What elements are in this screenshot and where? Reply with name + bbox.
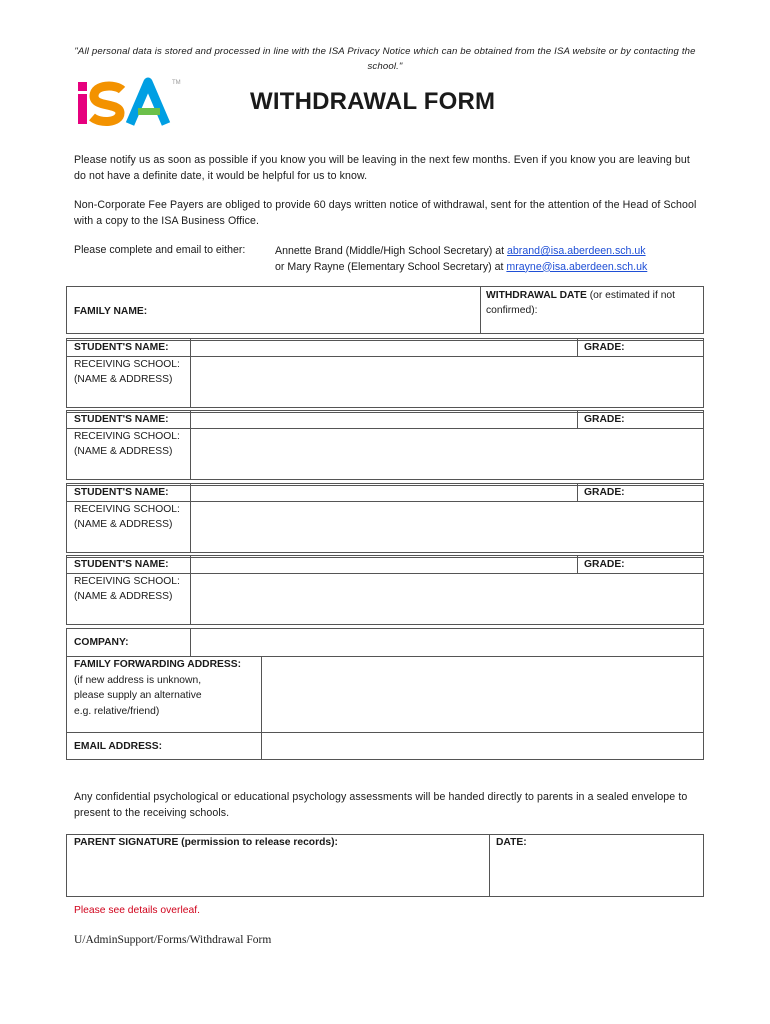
family-divider <box>480 286 481 334</box>
assessments-paragraph: Any confidential psychological or educational psychology assessments will be handed directly to parents in a sealed envelope to present to the receiving schools. <box>74 791 688 819</box>
forwarding-address-label <box>74 657 241 719</box>
receiving-school-label: RECEIVING SCHOOL: <box>74 504 180 515</box>
abrand-email-link[interactable]: abrand@isa.aberdeen.sch.uk <box>507 245 646 257</box>
receiving-school-sublabel: (NAME & ADDRESS) <box>74 374 173 385</box>
withdrawal-date-field[interactable] <box>486 318 700 332</box>
contact-line2-text: or Mary Rayne (Elementary School Secretary) at <box>275 260 507 273</box>
fee-payers-paragraph: Non-Corporate Fee Payers are obliged to provide 60 days written notice of withdrawal, sent for the attention of the Head of School with a copy to the ISA Business Office. <box>74 199 697 227</box>
forwarding-label-line3: please supply an alternative <box>74 690 202 701</box>
receiving-school-sublabel: (NAME & ADDRESS) <box>74 591 173 602</box>
student-name-field[interactable] <box>192 558 576 572</box>
forwarding-label-title: FAMILY FORWARDING ADDRESS: <box>74 659 242 670</box>
company-divider <box>190 628 191 656</box>
grade-divider <box>577 555 578 573</box>
receiving-school-field[interactable] <box>192 358 702 406</box>
signature-date-label: DATE: <box>496 837 527 848</box>
receiving-school-label: RECEIVING SCHOOL: <box>74 431 180 442</box>
receiving-school-field[interactable] <box>192 503 702 551</box>
contact-lines <box>275 244 647 275</box>
signature-divider <box>489 834 490 897</box>
student-label-divider <box>190 555 191 625</box>
footer-path: U/AdminSupport/Forms/Withdrawal Form <box>74 934 272 946</box>
grade-field[interactable] <box>630 413 702 427</box>
forwarding-bottom-line <box>66 732 704 733</box>
logo-i-stem <box>78 94 87 124</box>
forwarding-label-line2: (if new address is unknown, <box>74 674 202 686</box>
withdrawal-date-label-rest: (or estimated if not confirmed): <box>486 290 676 316</box>
isa-logo <box>76 76 188 128</box>
forwarding-divider <box>261 656 262 760</box>
forwarding-label-line4: e.g. relative/friend) <box>74 705 160 717</box>
logo-s-shape <box>92 86 122 121</box>
parent-signature-label: PARENT SIGNATURE (permission to release records): <box>74 837 338 848</box>
grade-field[interactable] <box>630 341 702 355</box>
grade-label: GRADE: <box>584 487 625 498</box>
family-name-label: FAMILY NAME: <box>74 306 148 317</box>
parent-signature-field[interactable] <box>68 852 487 895</box>
overleaf-note: Please see details overleaf. <box>74 905 200 916</box>
student-name-field[interactable] <box>192 413 576 427</box>
receiving-school-label: RECEIVING SCHOOL: <box>74 359 180 370</box>
privacy-notice: "All personal data is stored and processed in line with the ISA Privacy Notice which can be obtained from the ISA website or by contacting the school." <box>74 46 696 72</box>
student-name-label: STUDENT'S NAME: <box>74 487 169 498</box>
notify-paragraph: Please notify us as soon as possible if you know you will be leaving in the next few months. Even if you know you are leaving but do not have a definite date, it would be helpful for us to know. <box>74 154 690 182</box>
student-name-label: STUDENT'S NAME: <box>74 414 169 425</box>
student-name-field[interactable] <box>192 486 576 500</box>
student-name-label: STUDENT'S NAME: <box>74 342 169 353</box>
receiving-school-label: RECEIVING SCHOOL: <box>74 576 180 587</box>
mrayne-email-link[interactable]: mrayne@isa.aberdeen.sch.uk <box>506 260 648 273</box>
receiving-school-field[interactable] <box>192 575 702 623</box>
logo-i-dot <box>78 82 87 91</box>
withdrawal-date-label <box>486 288 696 318</box>
receiving-school-field[interactable] <box>192 430 702 478</box>
contact-label: Please complete and email to either: <box>74 244 246 256</box>
signature-date-field[interactable] <box>491 852 702 895</box>
student-label-divider <box>190 410 191 480</box>
grade-field[interactable] <box>630 486 702 500</box>
receiving-school-sublabel: (NAME & ADDRESS) <box>74 446 173 457</box>
grade-divider <box>577 338 578 356</box>
grade-label: GRADE: <box>584 559 625 570</box>
student-name-field[interactable] <box>192 341 576 355</box>
logo-a-bar <box>138 108 160 115</box>
student-label-divider <box>190 338 191 408</box>
withdrawal-date-label-bold: WITHDRAWAL DATE <box>486 290 587 301</box>
family-name-field[interactable] <box>192 296 477 330</box>
grade-label: GRADE: <box>584 342 625 353</box>
forwarding-address-field[interactable] <box>263 658 702 730</box>
logo-a-left <box>130 82 166 124</box>
company-field[interactable] <box>192 630 702 654</box>
student-label-divider <box>190 483 191 553</box>
form-title: WITHDRAWAL FORM <box>250 88 496 115</box>
receiving-school-sublabel: (NAME & ADDRESS) <box>74 519 173 530</box>
grade-label: GRADE: <box>584 414 625 425</box>
grade-divider <box>577 410 578 428</box>
logo-tm: TM <box>172 80 181 86</box>
grade-divider <box>577 483 578 501</box>
company-label: COMPANY: <box>74 637 129 648</box>
contact-line1-text: Annette Brand (Middle/High School Secretary) at <box>275 245 508 257</box>
email-address-label: EMAIL ADDRESS: <box>74 741 163 752</box>
grade-field[interactable] <box>630 558 702 572</box>
email-address-field[interactable] <box>263 734 702 758</box>
student-name-label: STUDENT'S NAME: <box>74 559 169 570</box>
